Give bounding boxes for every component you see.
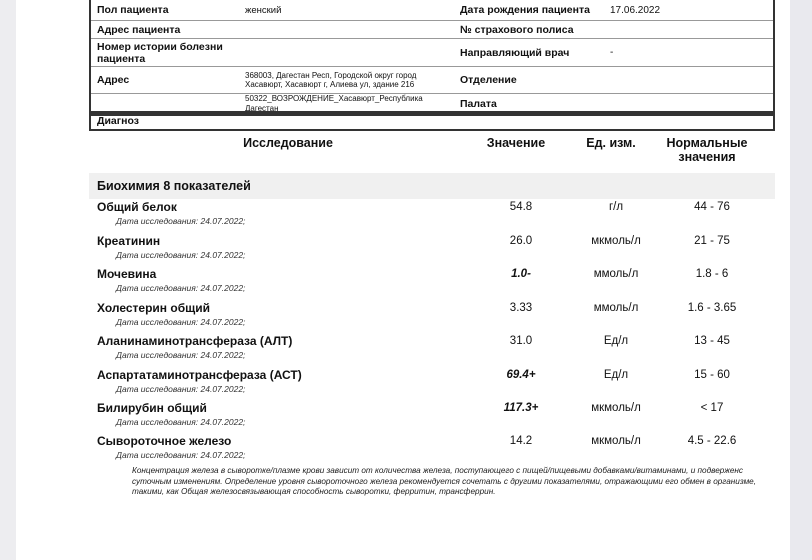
organization-value: 50322_ВОЗРОЖДЕНИЕ_Хасавюрт_Республика Дагестан bbox=[245, 94, 423, 113]
test-name: Аспартатаминотрансфераза (АСТ) bbox=[97, 368, 302, 382]
insurance-number bbox=[606, 21, 773, 38]
test-unit: мкмоль/л bbox=[591, 435, 641, 447]
info-row bbox=[91, 66, 773, 93]
test-date: Дата исследования: 24.07.2022; bbox=[116, 216, 246, 226]
test-name: Аланинаминотрансфераза (АЛТ) bbox=[97, 334, 293, 348]
test-row bbox=[89, 401, 775, 434]
test-date: Дата исследования: 24.07.2022; bbox=[116, 250, 246, 260]
column-header-unit: Ед. изм. bbox=[586, 136, 636, 150]
test-date: Дата исследования: 24.07.2022; bbox=[116, 350, 246, 360]
test-date: Дата исследования: 24.07.2022; bbox=[116, 450, 246, 460]
report-page bbox=[16, 0, 790, 560]
test-row bbox=[89, 301, 775, 334]
test-unit: ммоль/л bbox=[593, 302, 639, 314]
test-value-flagged: 69.4+ bbox=[506, 369, 536, 381]
info-label: Палата bbox=[460, 97, 497, 110]
info-label: Дата рождения пациента bbox=[460, 4, 590, 16]
test-value: 14.2 bbox=[509, 435, 533, 447]
info-row bbox=[91, 38, 773, 66]
info-label: Адрес bbox=[97, 74, 130, 86]
test-unit: Ед/л bbox=[603, 335, 629, 347]
info-row bbox=[91, 20, 773, 38]
test-value: 26.0 bbox=[509, 235, 533, 247]
column-header-study: Исследование bbox=[243, 136, 333, 150]
test-name: Мочевина bbox=[97, 267, 157, 281]
column-header-norm: Нормальные значения bbox=[666, 136, 748, 164]
info-label: Направляющий врач bbox=[460, 46, 570, 59]
info-row bbox=[91, 93, 773, 113]
test-norm: 1.6 - 3.65 bbox=[687, 302, 737, 314]
info-row bbox=[91, 0, 773, 20]
test-norm: 15 - 60 bbox=[694, 369, 730, 381]
test-name: Билирубин общий bbox=[97, 401, 207, 415]
referring-doctor: - bbox=[610, 47, 614, 58]
test-row bbox=[89, 267, 775, 300]
group-title: Биохимия 8 показателей bbox=[89, 173, 775, 199]
test-value: 31.0 bbox=[509, 335, 533, 347]
test-name: Холестерин общий bbox=[97, 301, 210, 315]
test-value: 54.8 bbox=[509, 201, 533, 213]
info-label: № страхового полиса bbox=[460, 23, 574, 36]
info-label: Отделение bbox=[460, 74, 517, 86]
info-label: Адрес пациента bbox=[97, 23, 181, 36]
test-name: Общий белок bbox=[97, 200, 177, 214]
test-name: Креатинин bbox=[97, 234, 161, 248]
test-unit: ммоль/л bbox=[593, 268, 639, 280]
patient-birth-date: 17.06.2022 bbox=[610, 4, 661, 16]
info-label: Номер истории болезни пациента bbox=[97, 40, 223, 65]
patient-sex: женский bbox=[245, 4, 282, 16]
iron-footnote: Концентрация железа в сыворотке/плазме крови зависит от количества железа, поступающего с пищей/пищевыми добавками/витаминами, и подверженс суточным изменениям. Определение уровня сывороточного железа рекомендуется сочетать с другими показателями, отражающими его обмен в организме, такими, как Общая железосвязывающая способность сыворотки, ферритин, трансферрин. bbox=[132, 466, 757, 496]
column-header-value: Значение bbox=[486, 136, 546, 150]
test-unit: г/л bbox=[608, 201, 624, 213]
test-unit: мкмоль/л bbox=[591, 235, 641, 247]
patient-info-table bbox=[89, 0, 775, 116]
department-value bbox=[606, 67, 773, 93]
test-norm: 1.8 - 6 bbox=[695, 268, 729, 280]
right-margin bbox=[790, 0, 812, 560]
test-norm: 21 - 75 bbox=[694, 235, 730, 247]
test-unit: Ед/л bbox=[603, 369, 629, 381]
test-value-flagged: 1.0- bbox=[511, 268, 531, 280]
test-value-flagged: 117.3+ bbox=[503, 402, 539, 414]
test-value: 3.33 bbox=[509, 302, 533, 314]
test-date: Дата исследования: 24.07.2022; bbox=[116, 283, 246, 293]
test-row bbox=[89, 234, 775, 267]
case-history-number bbox=[241, 39, 456, 66]
diagnosis-field: Диагноз bbox=[89, 111, 775, 131]
test-norm: < 17 bbox=[700, 402, 724, 414]
test-date: Дата исследования: 24.07.2022; bbox=[116, 384, 246, 394]
test-norm: 4.5 - 22.6 bbox=[687, 435, 737, 447]
address-value: 368003, Дагестан Респ, Городской округ город Хасавюрт, Хасавюрт г, Алиева ул, здание 216 bbox=[245, 70, 417, 89]
test-unit: мкмоль/л bbox=[591, 402, 641, 414]
test-row bbox=[89, 434, 775, 467]
test-date: Дата исследования: 24.07.2022; bbox=[116, 317, 246, 327]
test-row bbox=[89, 368, 775, 401]
info-label: Пол пациента bbox=[97, 4, 169, 16]
test-norm: 44 - 76 bbox=[694, 201, 730, 213]
test-row bbox=[89, 200, 775, 233]
test-name: Сывороточное железо bbox=[97, 434, 232, 448]
test-row bbox=[89, 334, 775, 367]
patient-address-value bbox=[241, 21, 456, 38]
test-date: Дата исследования: 24.07.2022; bbox=[116, 417, 246, 427]
test-norm: 13 - 45 bbox=[694, 335, 730, 347]
